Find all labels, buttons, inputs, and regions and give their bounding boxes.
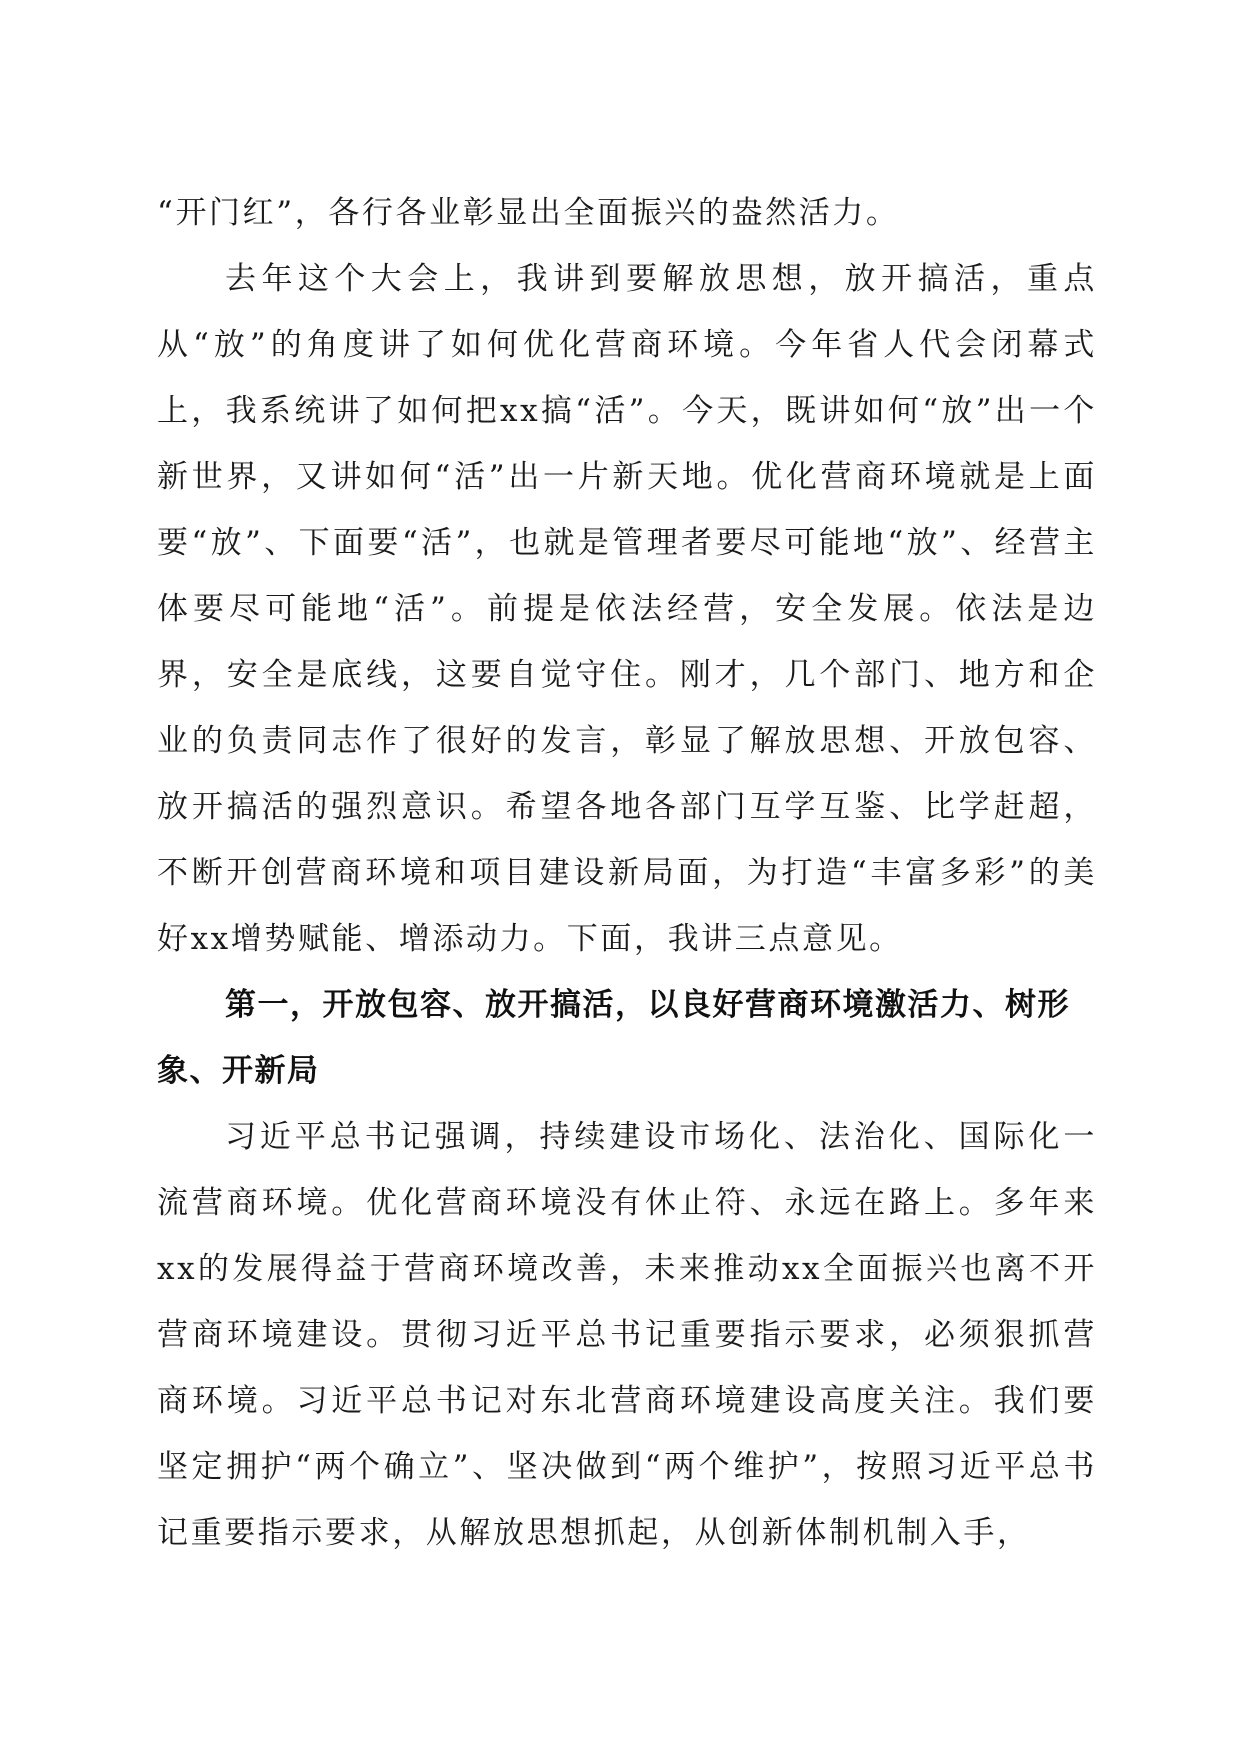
paragraph-continuation: “开门红”，各行各业彰显出全面振兴的盎然活力。	[157, 195, 900, 231]
section-heading: 第一，开放包容、放开搞活，以良好营商环境激活力、树形象、开新局	[157, 987, 1070, 1089]
paragraph-section-body: 习近平总书记强调，持续建设市场化、法治化、国际化一流营商环境。优化营商环境没有休止符、永远在路上。多年来xx的发展得益于营商环境改善，未来推动xx全面振兴也离不开营商环境建设。贯彻习近平总书记重要指示要求，必须狠抓营商环境。习近平总书记对东北营商环境建设高度关注。我们要坚定拥护“两个确立”、坚决做到“两个维护”，按照习近平总书记重要指示要求，从解放思想抓起，从创新体制机制入手，	[157, 1119, 1097, 1551]
paragraph-intro: 去年这个大会上，我讲到要解放思想，放开搞活，重点从“放”的角度讲了如何优化营商环境。今年省人代会闭幕式上，我系统讲了如何把xx搞“活”。今天，既讲如何“放”出一个新世界，又讲如何“活”出一片新天地。优化营商环境就是上面要“放”、下面要“活”，也就是管理者要尽可能地“放”、经营主体要尽可能地“活”。前提是依法经营，安全发展。依法是边界，安全是底线，这要自觉守住。刚才，几个部门、地方和企业的负责同志作了很好的发言，彰显了解放思想、开放包容、放开搞活的强烈意识。希望各地各部门互学互鉴、比学赶超，不断开创营商环境和项目建设新局面，为打造“丰富多彩”的美好xx增势赋能、增添动力。下面，我讲三点意见。	[157, 261, 1097, 957]
document-body	[157, 180, 1097, 1566]
